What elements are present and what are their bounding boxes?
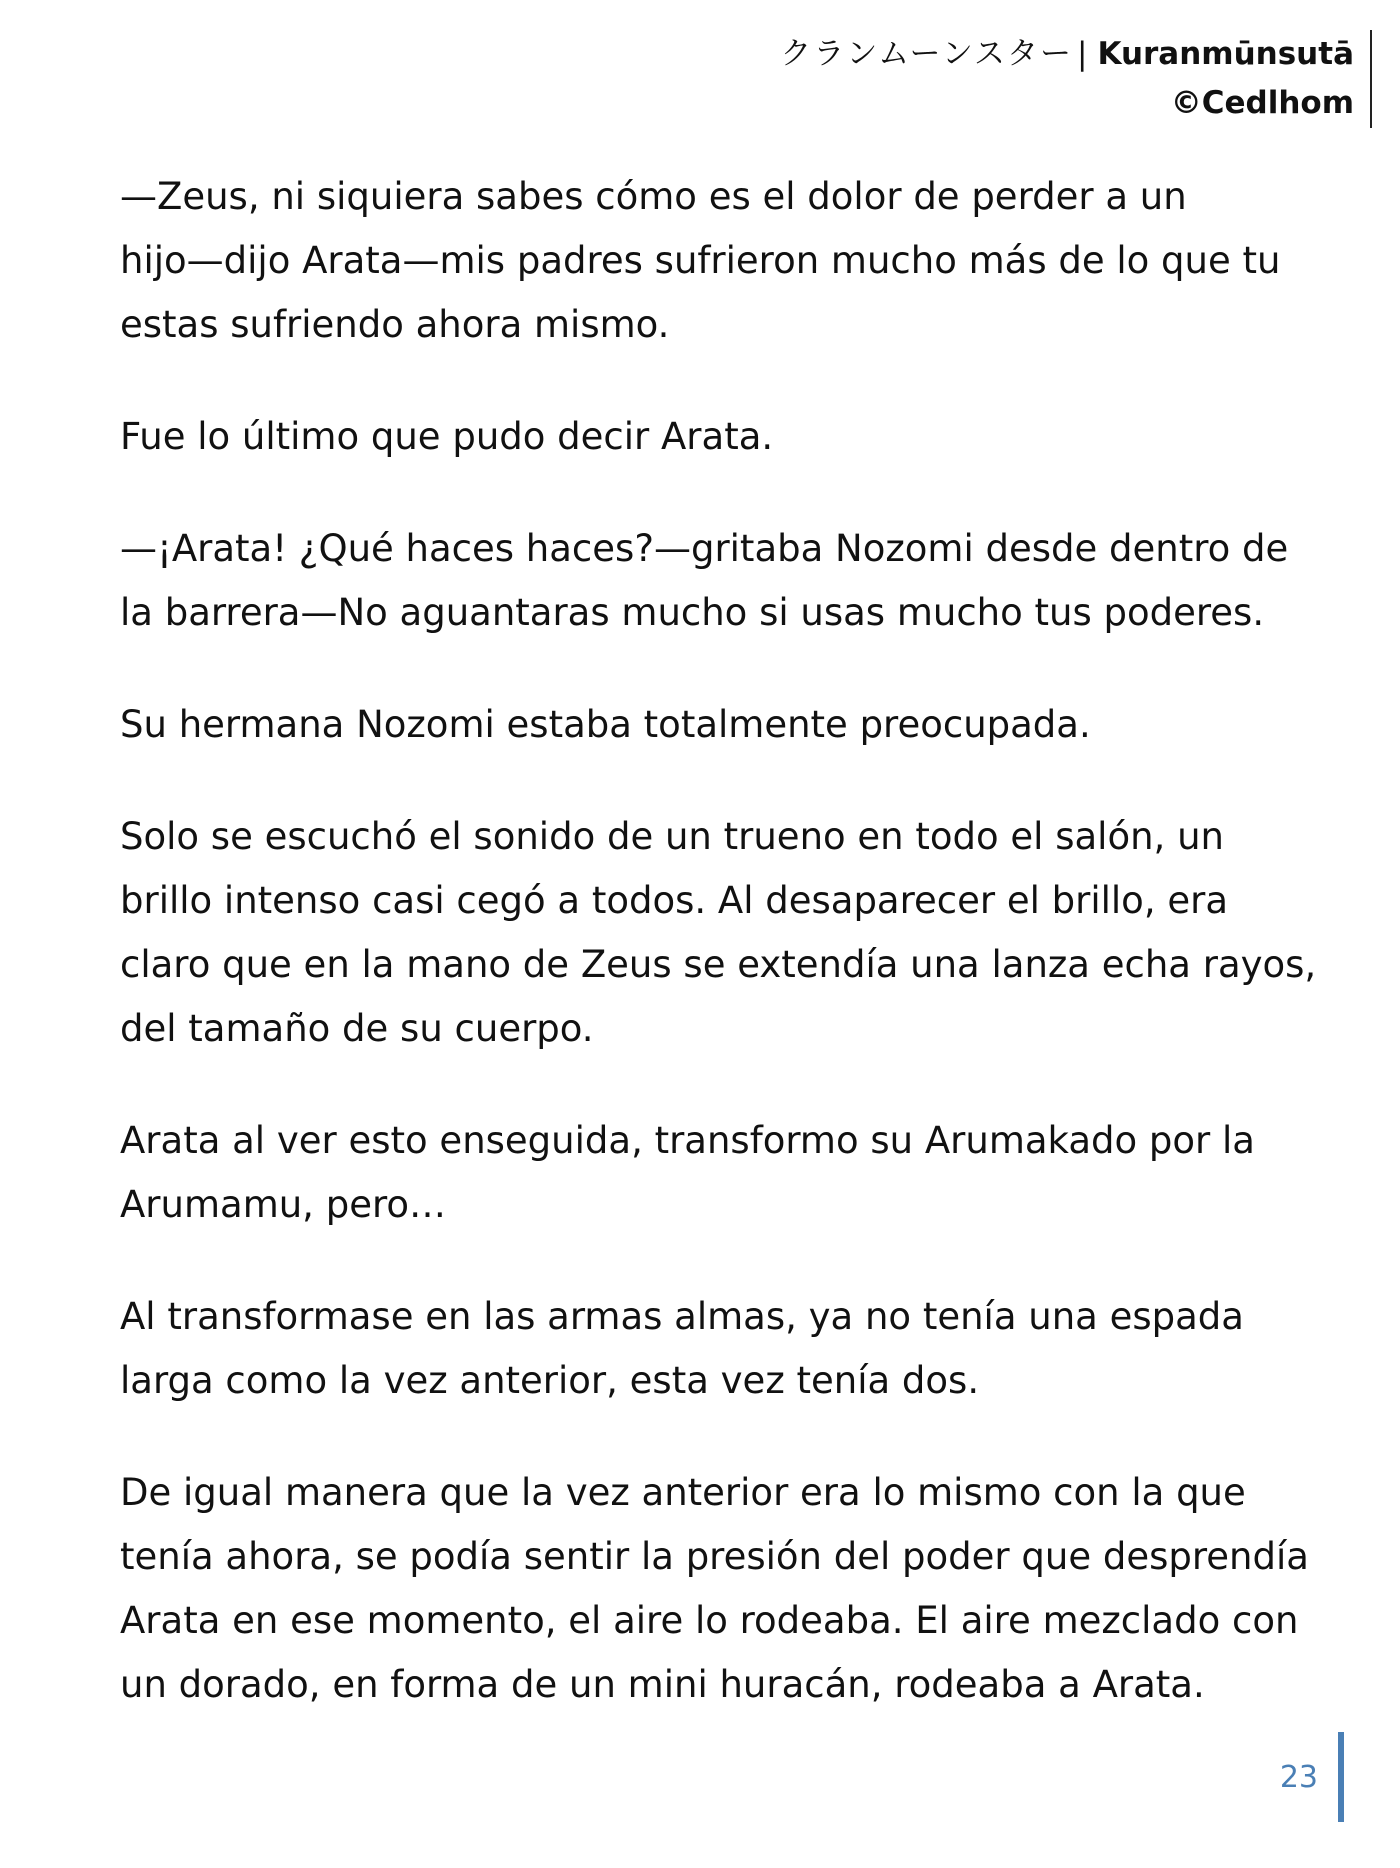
- page-number-label: 23: [1279, 1759, 1318, 1795]
- text-line: estas sufriendo ahora mismo.: [120, 303, 670, 346]
- header-title-romaji: Kuranmūnsutā: [1097, 36, 1354, 72]
- text-line: del tamaño de su cuerpo.: [120, 1007, 594, 1050]
- header-author: ©Cedlhom: [1170, 85, 1354, 121]
- page-number: [1280, 1732, 1344, 1822]
- text-line: Arata en ese momento, el aire lo rodeaba. El aire mezclado con: [120, 1599, 1299, 1642]
- paragraph: [120, 165, 1320, 357]
- text-line: Arata al ver esto enseguida, transformo su Arumakado por la: [120, 1119, 1255, 1162]
- paragraph: [120, 693, 1320, 757]
- text-line: Su hermana Nozomi estaba totalmente preocupada.: [120, 703, 1091, 746]
- text-line: Arumamu, pero…: [120, 1183, 446, 1226]
- paragraph: [120, 1109, 1320, 1237]
- text-line: brillo intenso casi cegó a todos. Al desaparecer el brillo, era: [120, 879, 1228, 922]
- page-body: [120, 165, 1320, 1765]
- running-header: [780, 30, 1372, 128]
- text-line: hijo—dijo Arata—mis padres sufrieron mucho más de lo que tu: [120, 239, 1281, 282]
- header-title-line: [780, 30, 1354, 79]
- text-line: larga como la vez anterior, esta vez tenía dos.: [120, 1359, 980, 1402]
- text-line: Al transformase en las armas almas, ya no tenía una espada: [120, 1295, 1244, 1338]
- text-line: tenía ahora, se podía sentir la presión del poder que desprendía: [120, 1535, 1309, 1578]
- paragraph: [120, 805, 1320, 1061]
- header-separator: |: [1077, 36, 1088, 72]
- text-line: —Zeus, ni siquiera sabes cómo es el dolor de perder a un: [120, 175, 1187, 218]
- paragraph: [120, 1285, 1320, 1413]
- paragraph: [120, 1461, 1320, 1717]
- text-line: Solo se escuchó el sonido de un trueno en todo el salón, un: [120, 815, 1224, 858]
- header-title-japanese: クランムーンスター: [780, 36, 1074, 72]
- paragraph: [120, 517, 1320, 645]
- text-line: De igual manera que la vez anterior era lo mismo con la que: [120, 1471, 1246, 1514]
- text-line: Fue lo último que pudo decir Arata.: [120, 415, 774, 458]
- text-line: la barrera—No aguantaras mucho si usas mucho tus poderes.: [120, 591, 1265, 634]
- text-line: —¡Arata! ¿Qué haces haces?—gritaba Nozomi desde dentro de: [120, 527, 1289, 570]
- paragraph: [120, 405, 1320, 469]
- text-line: claro que en la mano de Zeus se extendía una lanza echa rayos,: [120, 943, 1317, 986]
- text-line: un dorado, en forma de un mini huracán, rodeaba a Arata.: [120, 1663, 1205, 1706]
